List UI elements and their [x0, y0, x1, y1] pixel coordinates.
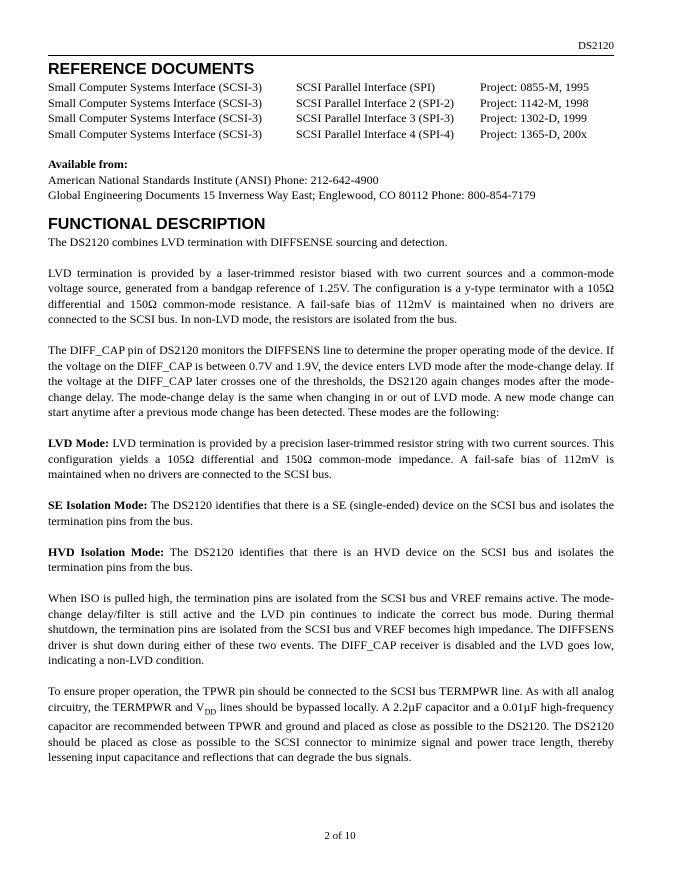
reference-list [48, 80, 614, 142]
lvd-mode-paragraph [48, 436, 614, 483]
reference-spec: SCSI Parallel Interface 4 (SPI-4) [296, 126, 454, 141]
availability-label: Available from: [48, 157, 128, 171]
lvd-mode-label: LVD Mode: [48, 436, 109, 450]
se-mode-text: The DS2120 identifies that there is a SE (single-ended) device on the SCSI bus and isolates the termination pins from the bus. [48, 498, 614, 528]
lvd-mode-text: LVD termination is provided by a precision laser-trimmed resistor string with two current sources. This configuration yields a 105Ω differential and 150Ω common-mode impedance. A fail-safe bias of 112mV is maintained when no drivers are connected to the SCSI bus. [48, 436, 614, 481]
availability-ansi: American National Standards Institute (ANSI) Phone: 212-642-4900 [48, 172, 379, 187]
hvd-mode-text: The DS2120 identifies that there is an HVD device on the SCSI bus and isolates the termination pins from the bus. [48, 544, 614, 574]
reference-doc: Small Computer Systems Interface (SCSI-3) [48, 111, 262, 125]
diff-cap-paragraph: The DIFF_CAP pin of DS2120 monitors the DIFFSENS line to determine the proper operating mode of the device. If the voltage on the DIFF_CAP is between 0.7V and 1.9V, the device enters LVD mode after the mode-change delay. If the voltage at the DIFF_CAP later crosses one of the thresholds, the DS2120 again changes modes after the mode-change delay. The mode-change delay is the same when changing in or out of LVD mode. A new mode change can start anytime after a previous mode change has been detected. These modes are the following: [48, 343, 614, 419]
page-content [48, 60, 614, 766]
header-rule [48, 55, 614, 56]
reference-project: Project: 1142-M, 1998 [480, 95, 589, 110]
intro-paragraph: The DS2120 combines LVD termination with DIFFSENSE sourcing and detection. [48, 234, 448, 249]
vdd-subscript: DD [204, 706, 217, 716]
availability-block [48, 157, 614, 204]
tpwr-text-a: To ensure proper operation, the TPWR pin should be connected to the SCSI bus TERMPWR line. As with all analog circuitry, the TERMPWR and V [48, 684, 614, 714]
availability-global: Global Engineering Documents 15 Inverness Way East; Englewood, CO 80112 Phone: 800-854-7179 [48, 188, 536, 202]
reference-documents-heading: REFERENCE DOCUMENTS [48, 61, 255, 78]
header-part-number: DS2120 [577, 40, 614, 52]
reference-row [48, 127, 614, 143]
functional-description-heading: FUNCTIONAL DESCRIPTION [48, 215, 266, 233]
reference-project: Project: 1302-D, 1999 [480, 111, 587, 125]
reference-doc: Small Computer Systems Interface (SCSI-3) [48, 95, 262, 110]
reference-row [48, 80, 614, 96]
tpwr-text-b: lines should be bypassed locally. A 2.2µF capacitor and a 0.01µF high-frequency capacitor are recommended between TPWR and ground and placed as close as possible to the DS2120. The DS2120 should be placed as close as possible to the SCSI connector to minimize signal and power trace length, thereby lessening input capacitance and reflections that can degrade the bus signals. [48, 699, 614, 765]
reference-spec: SCSI Parallel Interface 3 (SPI-3) [296, 111, 454, 125]
reference-spec: SCSI Parallel Interface (SPI) [296, 80, 435, 94]
reference-project: Project: 1365-D, 200x [480, 126, 587, 141]
hvd-mode-label: HVD Isolation Mode: [48, 544, 165, 559]
tpwr-paragraph [48, 684, 614, 766]
lvd-termination-paragraph: LVD termination is provided by a laser-trimmed resistor biased with two current sources and a common-mode voltage source, generated from a bandgap reference of 1.25V. The configuration is a y-type terminator with a 105Ω differential and 150Ω common-mode resistance. A fail-safe bias of 112mV is maintained when no drivers are connected to the SCSI bus. In non-LVD mode, the resistors are isolated from the bus. [48, 265, 614, 326]
reference-doc: Small Computer Systems Interface (SCSI-3) [48, 126, 262, 141]
reference-doc: Small Computer Systems Interface (SCSI-3) [48, 80, 262, 94]
page-number: 2 of 10 [324, 830, 356, 842]
reference-row [48, 96, 614, 112]
se-mode-paragraph [48, 498, 614, 529]
reference-row [48, 111, 614, 127]
reference-spec: SCSI Parallel Interface 2 (SPI-2) [296, 95, 454, 110]
iso-paragraph: When ISO is pulled high, the termination pins are isolated from the SCSI bus and VREF remains active. The mode-change delay/filter is still active and the LVD pin continues to indicate the correct bus mode. During thermal shutdown, the termination pins are isolated from the SCSI bus and VREF becomes high impedance. The DIFFSENS driver is shut down during either of these two events. The DIFF_CAP receiver is disabled and the LVD goes low, indicating a non-LVD condition. [48, 591, 614, 667]
reference-project: Project: 0855-M, 1995 [480, 80, 589, 94]
hvd-mode-paragraph [48, 545, 614, 576]
se-mode-label: SE Isolation Mode: [48, 498, 148, 512]
